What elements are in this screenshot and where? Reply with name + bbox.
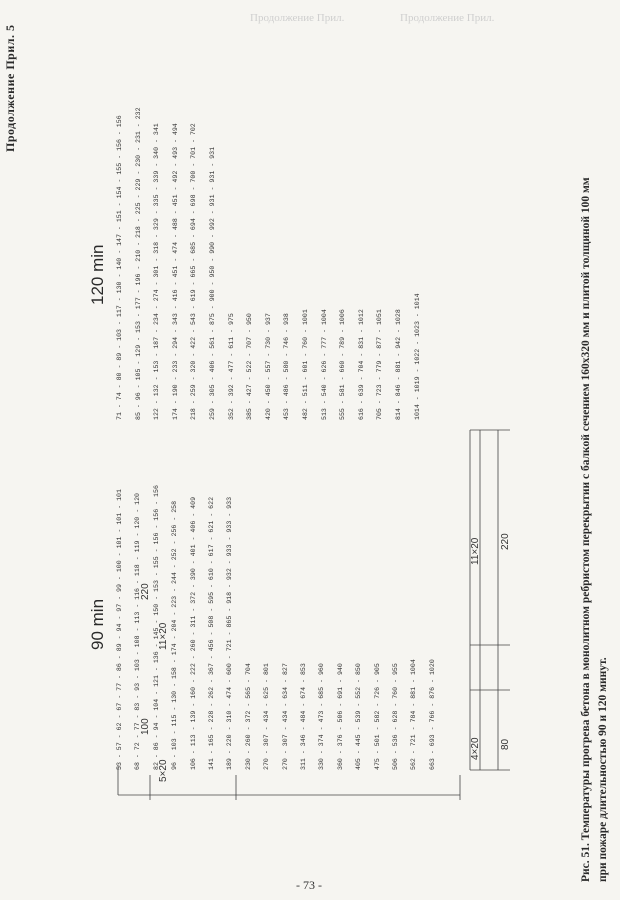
figure-title-90-min: 90 min <box>88 598 107 650</box>
temperature-row: 513 - 540 - 626 - 777 - 1004 <box>320 309 328 420</box>
temperature-row: 68 - 72 - 77 - 83 - 93 - 103 - 108 - 113 - 116 - 118 - 119 - 120 - 120 <box>134 493 142 770</box>
temperature-row: 616 - 639 - 704 - 831 - 1012 <box>357 309 365 420</box>
temperature-row: 53 - 57 - 62 - 67 - 77 - 86 - 89 - 94 - 97 - 99 - 100 - 101 - 101 - 101 <box>116 489 123 770</box>
bleed-text-1: Продолжение Прил. <box>250 12 345 24</box>
temperature-row: 360 - 376 - 506 - 691 - 940 <box>336 663 344 770</box>
temperature-row: 230 - 260 - 372 - 565 - 704 <box>244 663 252 770</box>
temperature-row: 663 - 693 - 766 - 876 - 1020 <box>428 659 436 770</box>
dim-top-step: 5×20 <box>158 759 169 782</box>
temperature-row: 330 - 374 - 473 - 685 - 960 <box>318 663 326 770</box>
page-number: - 73 - <box>296 878 322 892</box>
temperature-row: 189 - 220 - 310 - 474 - 600 - 721 - 865 - 918 - 932 - 933 - 933 - 933 <box>226 496 234 770</box>
temperature-row: 96 - 103 - 115 - 130 - 158 - 174 - 204 - 223 - 244 - 252 - 256 - 258 <box>171 500 179 770</box>
temperature-row: 71 - 74 - 80 - 89 - 103 - 117 - 130 - 140 - 147 - 151 - 154 - 155 - 156 - 156 <box>116 115 123 420</box>
temperature-row: 82 - 86 - 94 - 104 - 121 - 136 - 145 - 150 - 153 - 155 - 156 - 156 - 156 <box>152 485 160 770</box>
temperature-row: 352 - 392 - 477 - 611 - 975 <box>227 313 235 420</box>
temperature-row: 555 - 581 - 660 - 789 - 1006 <box>339 309 347 420</box>
temperature-row: 814 - 846 - 881 - 942 - 1028 <box>395 309 402 420</box>
temperature-row: 420 - 450 - 557 - 730 - 937 <box>264 313 272 420</box>
temperature-row: 405 - 445 - 539 - 552 - 850 <box>355 663 363 770</box>
temperature-row: 218 - 259 - 320 - 422 - 543 - 619 - 665 - 685 - 694 - 698 - 700 - 701 - 702 <box>190 123 198 420</box>
dim-bottom-right: 220 <box>500 533 511 550</box>
temperature-row: 270 - 307 - 434 - 625 - 801 <box>263 663 271 770</box>
dim-bottom-right-step: 11×20 <box>470 537 481 565</box>
dim-bottom-left: 80 <box>500 738 511 750</box>
temperature-row: 270 - 307 - 434 - 634 - 827 <box>281 663 289 770</box>
bleed-text-2: Продолжение Прил. <box>400 12 495 24</box>
figure-caption-line-1: Рис. 51. Температуры прогрева бетона в монолитном ребристом перекрытии с балкой сечением 160х320 мм и плитой толщиной 100 мм <box>580 177 592 882</box>
temperature-row: 475 - 501 - 582 - 726 - 905 <box>373 663 381 770</box>
temperature-row: 122 - 132 - 153 - 187 - 234 - 274 - 301 - 318 - 329 - 335 - 339 - 340 - 341 <box>153 123 161 420</box>
temperature-row: 259 - 305 - 406 - 561 - 875 - 900 - 950 - 990 - 992 - 931 - 931 - 931 <box>209 146 216 420</box>
dim-rib-step: 11×20 <box>158 622 169 650</box>
dim-rib-height: 220 <box>140 583 151 600</box>
temperature-row: 85 - 96 - 105 - 129 - 153 - 177 - 196 - 210 - 218 - 225 - 229 - 230 - 231 - 232 <box>134 107 142 420</box>
temperature-row: 311 - 346 - 484 - 674 - 853 <box>300 663 307 770</box>
figure-title-120-min: 120 min <box>88 244 107 305</box>
temperature-row: 506 - 536 - 628 - 760 - 955 <box>392 663 399 770</box>
dim-top-slab: 100 <box>140 718 151 735</box>
temperature-row: 453 - 486 - 580 - 746 - 938 <box>283 313 291 420</box>
temperature-row: 106 - 113 - 139 - 160 - 222 - 260 - 311 - 372 - 390 - 401 - 406 - 409 <box>189 496 197 770</box>
temperature-row: 705 - 723 - 779 - 877 - 1051 <box>376 309 384 420</box>
dim-bottom-left-step: 4×20 <box>470 737 481 760</box>
temperature-row: 1014 - 1019 - 1022 - 1023 - 1014 <box>413 293 421 420</box>
temperature-row: 141 - 165 - 228 - 262 - 367 - 456 - 508 - 595 - 610 - 617 - 621 - 622 <box>208 496 215 770</box>
page-header: Продолжение Прил. 5 <box>3 24 17 152</box>
temperature-row: 482 - 511 - 601 - 760 - 1001 <box>302 309 309 420</box>
figure-caption-line-2: при пожаре длительностью 90 и 120 минут. <box>597 657 609 882</box>
temperature-row: 385 - 427 - 522 - 707 - 950 <box>246 313 254 420</box>
temperature-row: 174 - 190 - 233 - 294 - 343 - 416 - 451 - 474 - 488 - 451 - 492 - 493 - 494 <box>171 123 179 420</box>
temperature-row: 562 - 721 - 784 - 881 - 1004 <box>410 659 418 770</box>
